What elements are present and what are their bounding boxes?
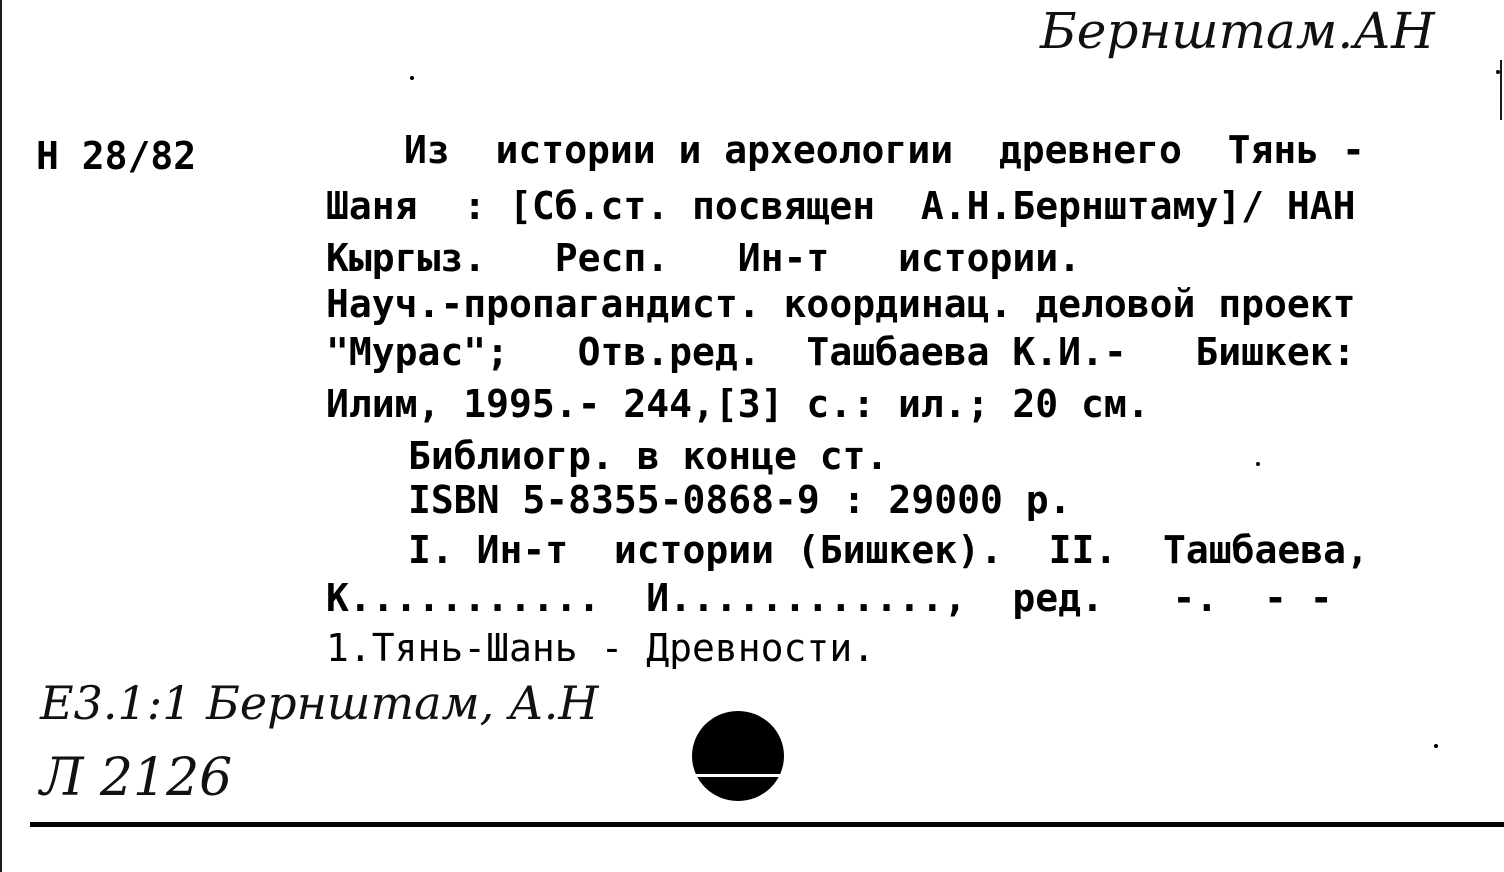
subject-heading: 1.Тянь-Шань - Древности. [326, 626, 876, 670]
bottom-rule [30, 820, 1504, 828]
handwritten-inventory-number: Л 2126 [40, 748, 233, 808]
entry-line-5: "Мурас"; Отв.ред. Ташбаева К.И.- Бишкек: [326, 330, 1356, 374]
speck [1496, 70, 1500, 74]
isbn-line: ISBN 5-8355-0868-9 : 29000 р. [408, 478, 1072, 522]
added-entries-line-2: К........... И............, ред. -. - - [326, 576, 1333, 620]
card-right-edge-mark [1500, 60, 1502, 120]
punch-hole [690, 708, 786, 804]
speck [410, 76, 414, 80]
added-entries-line-1: I. Ин-т истории (Бишкек). II. Ташбаева, [408, 528, 1369, 572]
card-left-edge [0, 0, 2, 872]
shelfmark: Н 28/82 [36, 134, 197, 178]
speck [1434, 744, 1438, 748]
entry-line-6: Илим, 1995.- 244,[3] с.: ил.; 20 см. [326, 382, 1150, 426]
entry-line-4: Науч.-пропагандист. координац. деловой проект [326, 282, 1356, 326]
entry-line-2: Шаня : [Сб.ст. посвящен А.Н.Бернштаму]/ НАН [326, 184, 1356, 228]
bibliography-note: Библиогр. в конце ст. [408, 434, 889, 478]
entry-line-1: Из истории и археологии древнего Тянь - [404, 128, 1365, 172]
handwritten-classification: Е3.1:1 Бернштам, А.Н [40, 676, 599, 730]
entry-line-3: Кыргыз. Респ. Ин-т истории. [326, 236, 1081, 280]
speck [1256, 462, 1260, 466]
handwritten-author-header: Бернштам.АН [1040, 2, 1435, 60]
